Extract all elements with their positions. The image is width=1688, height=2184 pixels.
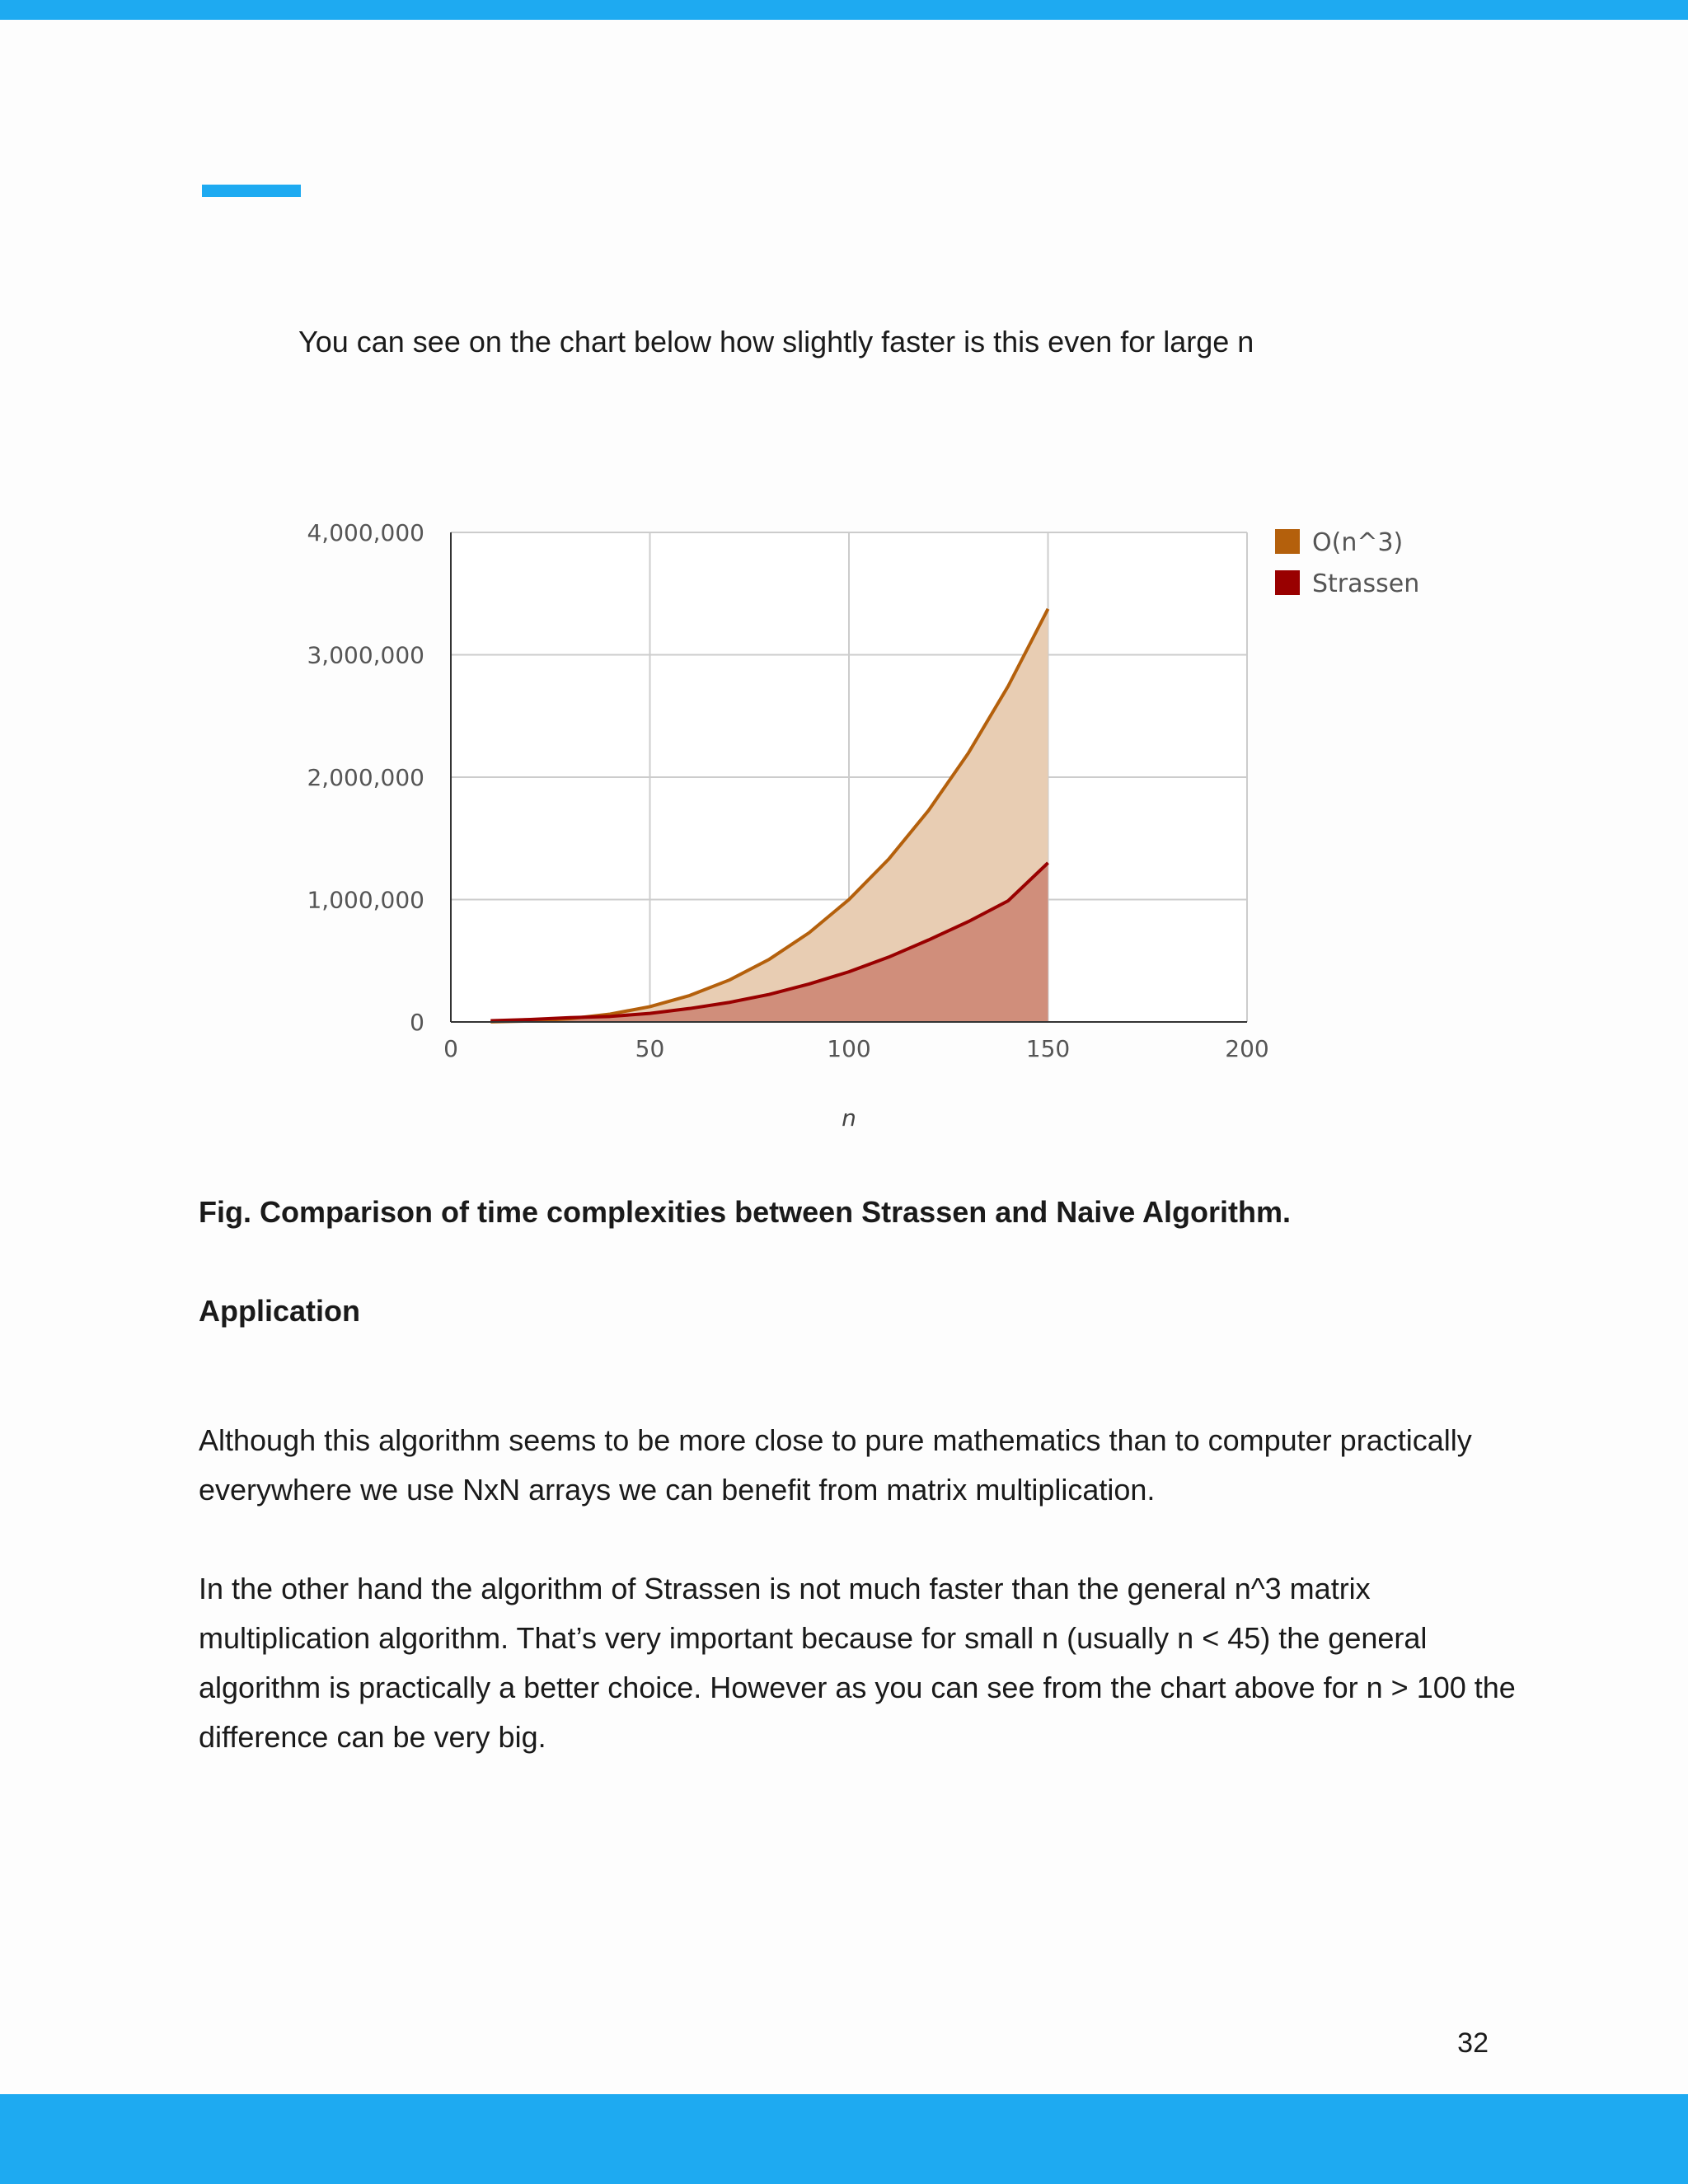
paragraph-2: In the other hand the algorithm of Strassen is not much faster than the general n^3 matrix multiplication algorithm. That’s very important because for small n (usually n < 45) the general algorithm is practically a better choice. However as you can see from the chart above for n > 100 the difference can be very big.	[199, 1572, 1516, 1754]
y-tick-label: 4,000,000	[307, 519, 424, 546]
y-tick-label: 3,000,000	[307, 641, 424, 669]
y-tick-label: 0	[410, 1009, 424, 1036]
x-axis-label: n	[842, 1104, 856, 1132]
legend-swatch-1	[1275, 570, 1300, 595]
complexity-chart	[280, 503, 1451, 1146]
complexity-chart-svg	[280, 503, 1451, 1146]
x-tick-label: 200	[1225, 1035, 1269, 1062]
top-banner-bar	[0, 0, 1688, 20]
y-tick-label: 1,000,000	[307, 886, 424, 914]
paragraph-1: Although this algorithm seems to be more close to pure mathematics than to computer practically everywhere we use NxN arrays we can benefit from matrix multiplication.	[199, 1423, 1472, 1507]
legend-label-0: O(n^3)	[1312, 528, 1404, 557]
intro-text: You can see on the chart below how slightly faster is this even for large n	[298, 325, 1254, 359]
legend-swatch-0	[1275, 529, 1300, 554]
figure-caption: Fig. Comparison of time complexities between Strassen and Naive Algorithm.	[199, 1195, 1291, 1229]
accent-dash	[202, 185, 301, 197]
y-tick-label: 2,000,000	[307, 764, 424, 791]
legend-label-1: Strassen	[1312, 569, 1420, 598]
section-heading: Application	[199, 1294, 360, 1328]
x-tick-label: 50	[635, 1035, 665, 1062]
page-number: 32	[1457, 2027, 1489, 2059]
bottom-banner-bar	[0, 2094, 1688, 2184]
x-tick-label: 0	[443, 1035, 458, 1062]
x-tick-label: 100	[827, 1035, 871, 1062]
x-tick-label: 150	[1025, 1035, 1071, 1062]
